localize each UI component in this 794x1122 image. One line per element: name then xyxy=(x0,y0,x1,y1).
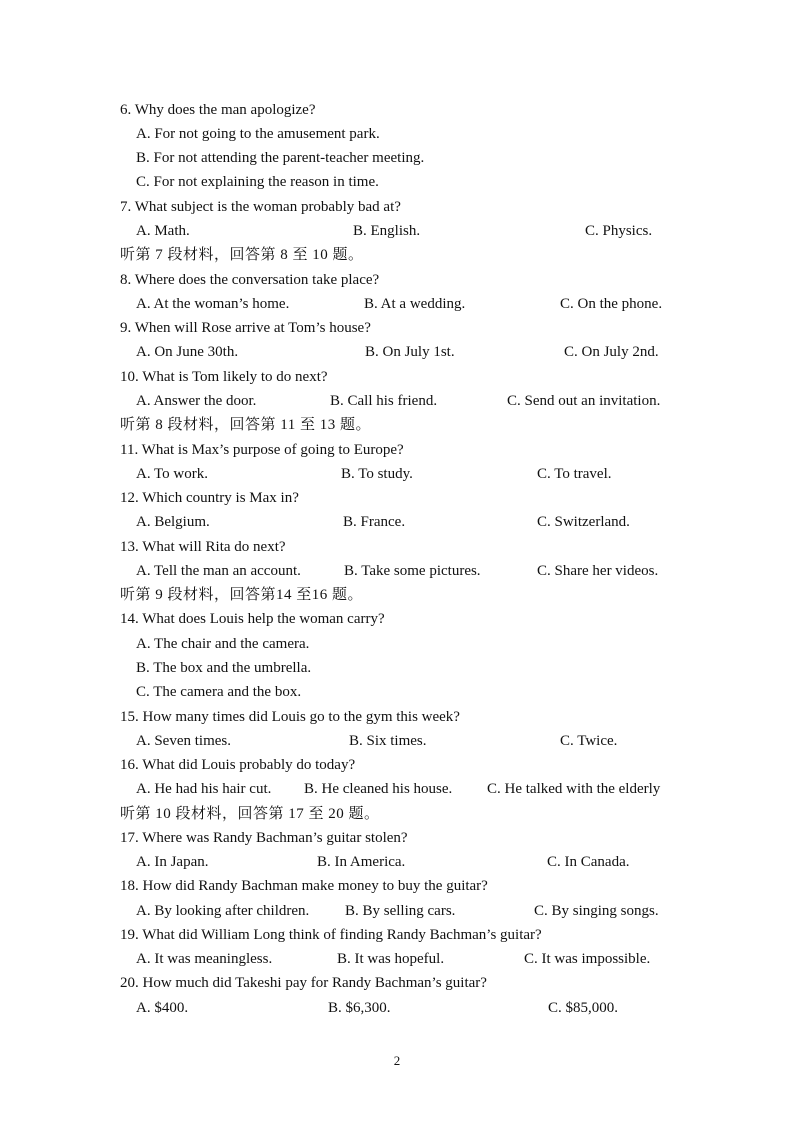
question-11-option-b: B. To study. xyxy=(341,466,413,482)
question-6-stem: 6. Why does the man apologize? xyxy=(120,102,316,118)
section-9-heading: 听第 9 段材料，回答第14 至16 题。 xyxy=(120,587,364,603)
question-18-option-b: B. By selling cars. xyxy=(345,903,456,919)
question-7-stem: 7. What subject is the woman probably bad at? xyxy=(120,199,401,215)
question-16-option-a: A. He had his hair cut. xyxy=(136,781,272,797)
question-17-stem: 17. Where was Randy Bachman’s guitar stolen? xyxy=(120,830,408,846)
question-16-stem: 16. What did Louis probably do today? xyxy=(120,757,356,773)
question-7-options xyxy=(136,219,676,243)
question-12-option-b: B. France. xyxy=(343,514,406,530)
question-16-option-b: B. He cleaned his house. xyxy=(304,781,453,797)
question-17-option-b: B. In America. xyxy=(317,854,406,870)
question-20-option-b: B. $6,300. xyxy=(328,1000,391,1016)
question-19-options xyxy=(136,947,676,971)
question-20-options xyxy=(136,996,676,1020)
question-12-option-c: C. Switzerland. xyxy=(537,514,630,530)
question-9-option-b: B. On July 1st. xyxy=(365,344,455,360)
question-18-options xyxy=(136,899,676,923)
section-7-heading: 听第 7 段材料，回答第 8 至 10 题。 xyxy=(120,247,364,263)
question-8-option-a: A. At the woman’s home. xyxy=(136,296,290,312)
question-10-option-b: B. Call his friend. xyxy=(330,393,438,409)
question-11-option-a: A. To work. xyxy=(136,466,209,482)
question-10-option-c: C. Send out an invitation. xyxy=(507,393,661,409)
question-10-option-a: A. Answer the door. xyxy=(136,393,257,409)
question-18-option-c: C. By singing songs. xyxy=(534,903,659,919)
question-13-options xyxy=(136,559,676,583)
question-12-option-a: A. Belgium. xyxy=(136,514,210,530)
question-17-options xyxy=(136,850,676,874)
page-number: 2 xyxy=(393,1053,401,1068)
question-13-stem: 13. What will Rita do next? xyxy=(120,539,286,555)
question-13-option-b: B. Take some pictures. xyxy=(344,563,481,579)
question-8-stem: 8. Where does the conversation take place? xyxy=(120,272,380,288)
question-18-stem: 18. How did Randy Bachman make money to buy the guitar? xyxy=(120,878,488,894)
question-14-option-a: A. The chair and the camera. xyxy=(136,636,310,652)
question-10-stem: 10. What is Tom likely to do next? xyxy=(120,369,328,385)
question-7-option-c: C. Physics. xyxy=(585,223,653,239)
question-10-options xyxy=(136,389,676,413)
question-11-options xyxy=(136,462,676,486)
question-13-option-a: A. Tell the man an account. xyxy=(136,563,301,579)
question-6-option-b: B. For not attending the parent-teacher meeting. xyxy=(136,150,425,166)
question-19-option-c: C. It was impossible. xyxy=(524,951,651,967)
question-17-option-c: C. In Canada. xyxy=(547,854,630,870)
section-8-heading: 听第 8 段材料，回答第 11 至 13 题。 xyxy=(120,417,371,433)
question-8-options xyxy=(136,292,676,316)
question-7-option-b: B. English. xyxy=(353,223,421,239)
question-12-options xyxy=(136,510,676,534)
section-10-heading: 听第 10 段材料，回答第 17 至 20 题。 xyxy=(120,806,380,822)
question-20-stem: 20. How much did Takeshi pay for Randy Bachman’s guitar? xyxy=(120,975,487,991)
question-14-stem: 14. What does Louis help the woman carry? xyxy=(120,611,385,627)
question-16-options xyxy=(136,777,676,801)
question-20-option-c: C. $85,000. xyxy=(548,1000,619,1016)
question-6-option-c: C. For not explaining the reason in time. xyxy=(136,174,379,190)
question-14-option-c: C. The camera and the box. xyxy=(136,684,302,700)
question-9-stem: 9. When will Rose arrive at Tom’s house? xyxy=(120,320,371,336)
question-16-option-c: C. He talked with the elderly xyxy=(487,781,661,797)
question-18-option-a: A. By looking after children. xyxy=(136,903,310,919)
question-9-option-c: C. On July 2nd. xyxy=(564,344,659,360)
question-19-stem: 19. What did William Long think of finding Randy Bachman’s guitar? xyxy=(120,927,542,943)
question-12-stem: 12. Which country is Max in? xyxy=(120,490,299,506)
question-15-option-b: B. Six times. xyxy=(349,733,427,749)
question-14-option-b: B. The box and the umbrella. xyxy=(136,660,312,676)
question-15-option-a: A. Seven times. xyxy=(136,733,231,749)
question-8-option-b: B. At a wedding. xyxy=(364,296,466,312)
question-15-options xyxy=(136,729,676,753)
question-8-option-c: C. On the phone. xyxy=(560,296,663,312)
question-13-option-c: C. Share her videos. xyxy=(537,563,659,579)
question-15-option-c: C. Twice. xyxy=(560,733,618,749)
question-20-option-a: A. $400. xyxy=(136,1000,189,1016)
question-19-option-a: A. It was meaningless. xyxy=(136,951,273,967)
question-17-option-a: A. In Japan. xyxy=(136,854,209,870)
question-9-option-a: A. On June 30th. xyxy=(136,344,239,360)
question-11-option-c: C. To travel. xyxy=(537,466,612,482)
question-6-option-a: A. For not going to the amusement park. xyxy=(136,126,380,142)
question-7-option-a: A. Math. xyxy=(136,223,190,239)
question-15-stem: 15. How many times did Louis go to the gym this week? xyxy=(120,709,460,725)
question-9-options xyxy=(136,340,676,364)
question-19-option-b: B. It was hopeful. xyxy=(337,951,445,967)
question-11-stem: 11. What is Max’s purpose of going to Europe? xyxy=(120,442,404,458)
